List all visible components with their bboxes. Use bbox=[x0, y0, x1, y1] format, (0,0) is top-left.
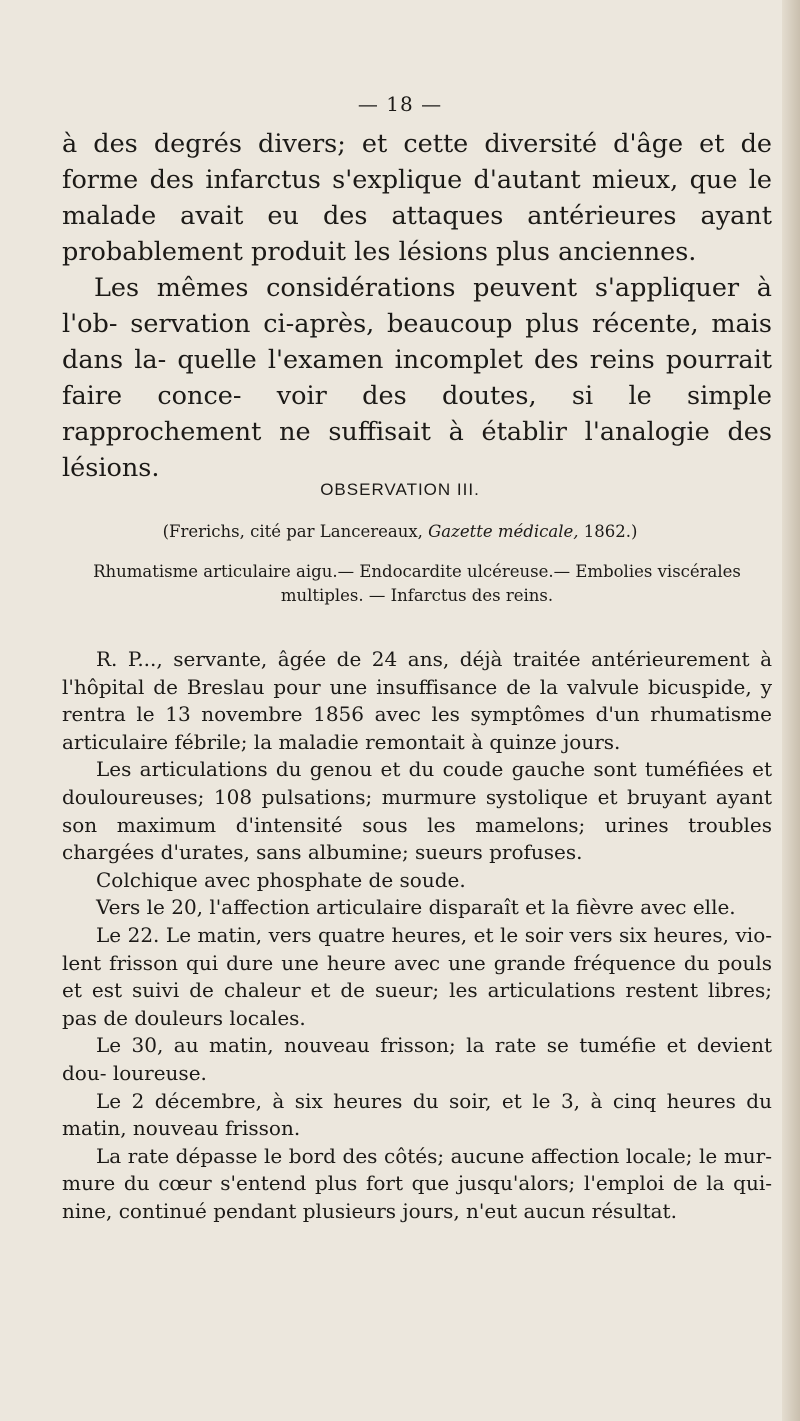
body-paragraph: La rate dépasse le bord des côtés; aucune affection locale; le mur- mure du cœur s'entend plus fort que jusqu'alors; l'emploi de la qui- nine, continué pendant plusieurs jours, n'eut aucun résultat. bbox=[62, 1143, 772, 1223]
observation-title: OBSERVATION III. bbox=[320, 480, 480, 499]
source-close: 1862.) bbox=[578, 522, 638, 541]
body-paragraph: R. P..., servante, âgée de 24 ans, déjà traitée antérieurement à l'hôpital de Breslau pour une insuffisance de la valvule bicuspide, y rentra le 13 novembre 1856 avec les symptômes d'un rhumatisme articulaire fébrile; la maladie remontait à quinze jours. bbox=[62, 647, 772, 754]
observation-body bbox=[62, 646, 772, 1225]
observation-summary: Rhumatisme articulaire aigu.— Endocardite ulcéreuse.— Embolies viscérales multiples. — Infarctus des reins. bbox=[93, 562, 741, 605]
body-paragraph: Le 22. Le matin, vers quatre heures, et le soir vers six heures, vio- lent frisson qui dure une heure avec une grande fréquence du pouls et est suivi de chaleur et de sueur; les articulations restent libres; pas de douleurs locales. bbox=[62, 922, 772, 1030]
page-edge-shadow bbox=[782, 0, 800, 1421]
observation-source bbox=[0, 522, 800, 541]
body-paragraph: Le 30, au matin, nouveau frisson; la rate se tuméfie et devient dou- loureuse. bbox=[62, 1033, 772, 1085]
source-open: (Frerichs, cité par Lancereaux, bbox=[162, 522, 429, 541]
page-number: — 18 — bbox=[357, 92, 443, 116]
lead-paragraph: Les mêmes considérations peuvent s'appliquer à l'ob- servation ci-après, beaucoup plus récente, mais dans la- quelle l'examen incomplet des reins pourrait faire conce- voir des doutes, si le simple rapprochement ne suffisait à établir l'analogie des lésions. bbox=[62, 273, 772, 483]
lead-paragraph: à des degrés divers; et cette diversité d'âge et de forme des infarctus s'explique d'autant mieux, que le malade avait eu des attaques antérieures ayant probablement produit les lésions plus anciennes. bbox=[62, 129, 772, 267]
source-journal: Gazette médicale, bbox=[428, 522, 579, 541]
body-paragraph: Colchique avec phosphate de soude. bbox=[96, 867, 466, 892]
lead-text bbox=[62, 126, 772, 486]
body-paragraph: Vers le 20, l'affection articulaire disparaît et la fièvre avec elle. bbox=[96, 895, 736, 920]
body-paragraph: Les articulations du genou et du coude gauche sont tuméfiées et douloureuses; 108 pulsations; murmure systolique et bruyant ayant son maximum d'intensité sous les mamelons; urines troubles chargées d'urates, sans albumine; sueurs profuses. bbox=[62, 757, 772, 865]
body-paragraph: Le 2 décembre, à six heures du soir, et le 3, à cinq heures du matin, nouveau frisson. bbox=[62, 1088, 772, 1141]
